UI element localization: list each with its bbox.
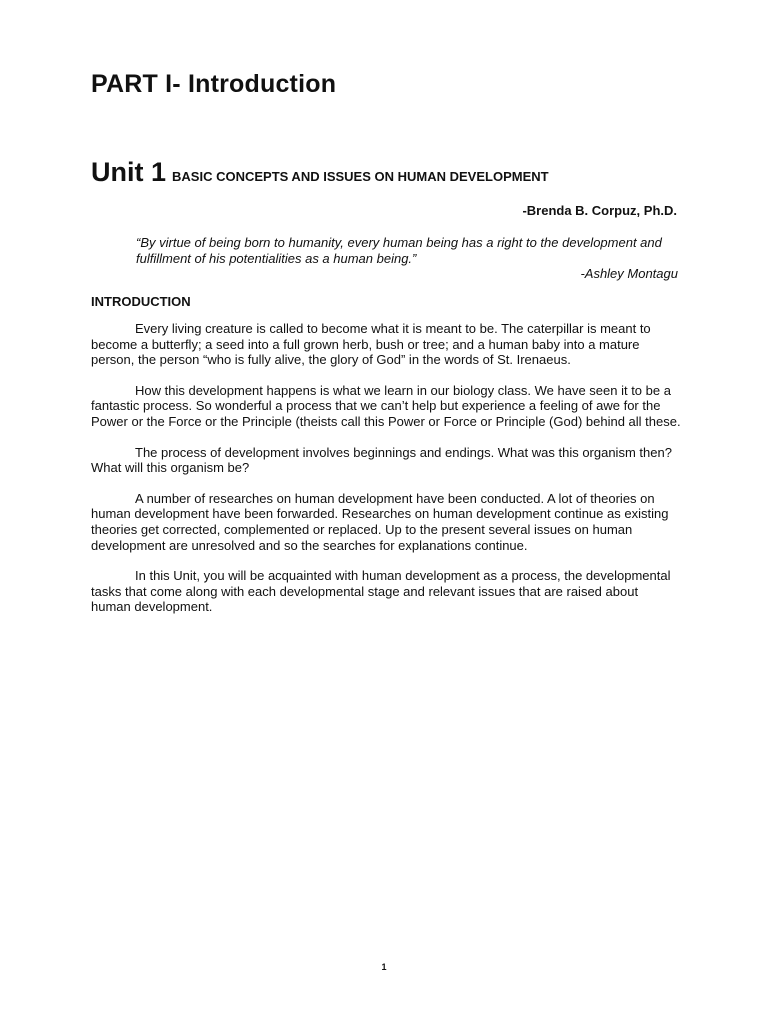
paragraph: A number of researches on human development have been conducted. A lot of theories on human development have been forwarded. Researches on human development continue as existing theories get corrected, complemented or replaced. Up to the present several issues on human development are unresolved and so the searches for explanations continue.: [91, 490, 669, 553]
paragraph: In this Unit, you will be acquainted with human development as a process, the developmental tasks that come along with each developmental stage and relevant issues that are raised about human development.: [91, 568, 671, 615]
unit-heading: [91, 157, 549, 188]
paragraph: The process of development involves beginnings and endings. What was this organism then? What will this organism be?: [91, 444, 672, 476]
page-number: 1: [381, 962, 387, 972]
author-byline: -Brenda B. Corpuz, Ph.D.: [522, 203, 677, 218]
unit-subtitle: BASIC CONCEPTS AND ISSUES ON HUMAN DEVELOPMENT: [172, 169, 549, 184]
quote-text: “By virtue of being born to humanity, every human being has a right to the development and fulfillment of his potentialities as a human being.”: [136, 235, 662, 266]
paragraph: Every living creature is called to become what it is meant to be. The caterpillar is meant to become a butterfly; a seed into a full grown herb, bush or tree; and a human baby into a mature person, the person “who is fully alive, the glory of God” in the words of St. Irenaeus.: [91, 321, 651, 368]
part-title: PART I- Introduction: [91, 70, 337, 98]
paragraph: How this development happens is what we learn in our biology class. We have seen it to be a fantastic process. So wonderful a process that we can’t help but experience a feeling of awe for the Power or the Force or the Principle (theists call this Power or Force or Principle (God) behind all these.: [91, 382, 681, 429]
unit-label: Unit 1: [91, 157, 167, 187]
body-text: [91, 321, 681, 630]
epigraph-quote: [136, 235, 678, 282]
quote-attribution: -Ashley Montagu: [580, 266, 678, 281]
section-heading: INTRODUCTION: [91, 294, 191, 309]
